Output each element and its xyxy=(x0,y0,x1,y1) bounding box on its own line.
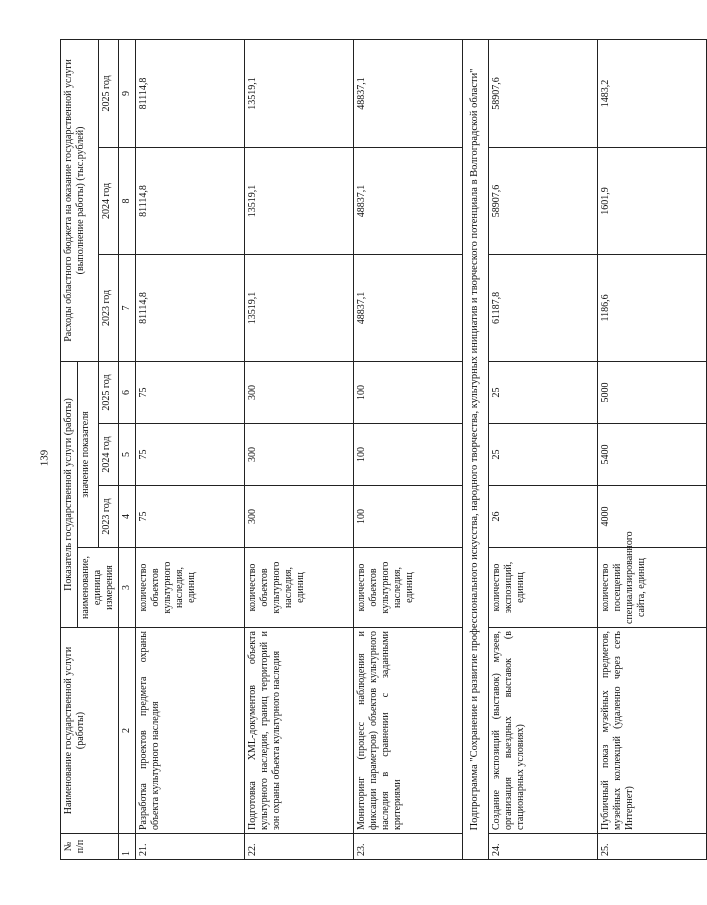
value-2024: 300 xyxy=(245,424,354,486)
expense-2023: 61187,8 xyxy=(488,254,597,361)
value-2024: 75 xyxy=(136,424,245,486)
row-num: 25. xyxy=(597,834,706,860)
value-2023: 100 xyxy=(354,486,463,548)
col-number-5: 5 xyxy=(119,424,136,486)
service-name: Разработка проектов предмета охраны объекта культурного наследия xyxy=(136,628,245,834)
service-name: Подготовка XML-документов объекта культурного наследия, границ территорий и зон охраны объекта культурного наследия xyxy=(245,628,354,834)
header-value-2023: 2023 год xyxy=(98,486,119,548)
indicator-unit: количество объектов культурного наследия, единиц xyxy=(354,548,463,628)
value-2023: 300 xyxy=(245,486,354,548)
header-num: № п/п xyxy=(61,834,119,860)
value-2024: 25 xyxy=(488,424,597,486)
expense-2023: 48837,1 xyxy=(354,254,463,361)
header-expense-group: Расходы областного бюджета на оказание государственной услуги (выполнение работы) (тыс.рублей) xyxy=(61,39,99,361)
expense-2025: 1483,2 xyxy=(597,39,706,147)
expense-2024: 48837,1 xyxy=(354,147,463,254)
value-2024: 5400 xyxy=(597,424,706,486)
row-num: 24. xyxy=(488,834,597,860)
col-number-8: 8 xyxy=(119,147,136,254)
indicator-unit: количество посещений специализированного сайта, единиц xyxy=(597,548,706,628)
page-number: 139 xyxy=(38,449,51,467)
table-row xyxy=(597,39,706,859)
col-number-3: 3 xyxy=(119,548,136,628)
subprogram-row xyxy=(463,39,489,859)
service-name: Создание экспозиций (выставок) музеев, организация выездных выставок (в стационарных условиях) xyxy=(488,628,597,834)
header-expense-2023: 2023 год xyxy=(98,254,119,361)
value-2025: 25 xyxy=(488,361,597,423)
rotated-table-wrapper xyxy=(60,40,647,860)
expense-2023: 81114,8 xyxy=(136,254,245,361)
expense-2024: 58907,6 xyxy=(488,147,597,254)
table-row xyxy=(354,39,463,859)
row-num: 22. xyxy=(245,834,354,860)
header-indicator-group: Показатель государственной услуги (работы) xyxy=(61,361,78,627)
table-row xyxy=(488,39,597,859)
col-number-2: 2 xyxy=(119,628,136,834)
expense-2024: 81114,8 xyxy=(136,147,245,254)
table-row xyxy=(136,39,245,859)
service-name: Мониторинг (процесс наблюдения и фиксации параметров) объектов культурного наследия в сравнении с заданными критериями xyxy=(354,628,463,834)
indicator-unit: количество объектов культурного наследия, единиц xyxy=(136,548,245,628)
row-num: 23. xyxy=(354,834,463,860)
col-number-4: 4 xyxy=(119,486,136,548)
row-num: 21. xyxy=(136,834,245,860)
expense-2025: 58907,6 xyxy=(488,39,597,147)
value-2024: 100 xyxy=(354,424,463,486)
header-expense-2025: 2025 год xyxy=(98,39,119,147)
col-number-9: 9 xyxy=(119,39,136,147)
value-2025: 300 xyxy=(245,361,354,423)
value-2023: 26 xyxy=(488,486,597,548)
services-table xyxy=(60,39,707,860)
table-row xyxy=(245,39,354,859)
col-number-1: 1 xyxy=(119,834,136,860)
expense-2023: 13519,1 xyxy=(245,254,354,361)
indicator-unit: количество экспозиций, единиц xyxy=(488,548,597,628)
header-expense-2024: 2024 год xyxy=(98,147,119,254)
header-indicator-name: наименование, единица измерения xyxy=(78,548,119,628)
value-2025: 75 xyxy=(136,361,245,423)
value-2025: 5000 xyxy=(597,361,706,423)
expense-2025: 48837,1 xyxy=(354,39,463,147)
expense-2025: 13519,1 xyxy=(245,39,354,147)
header-value-2025: 2025 год xyxy=(98,361,119,423)
col-number-7: 7 xyxy=(119,254,136,361)
value-2023: 4000 xyxy=(597,486,706,548)
expense-2023: 1186,6 xyxy=(597,254,706,361)
header-indicator-value: значение показателя xyxy=(78,361,99,547)
value-2025: 100 xyxy=(354,361,463,423)
value-2023: 75 xyxy=(136,486,245,548)
header-name: Наименование государственной услуги (работы) xyxy=(61,628,119,834)
expense-2025: 81114,8 xyxy=(136,39,245,147)
subprogram-title: Подпрограмма "Сохранение и развитие профессионального искусства, народного творчества, культурных инициатив и творческого потенциала в Волгоградской области" xyxy=(463,39,489,859)
expense-2024: 1601,9 xyxy=(597,147,706,254)
column-number-row xyxy=(119,39,136,859)
service-name: Публичный показ музейных предметов, музейных коллекций (удаленно через сеть Интернет) xyxy=(597,628,706,834)
indicator-unit: количество объектов культурного наследия, единиц xyxy=(245,548,354,628)
expense-2024: 13519,1 xyxy=(245,147,354,254)
header-value-2024: 2024 год xyxy=(98,424,119,486)
header-row-1 xyxy=(61,39,78,859)
col-number-6: 6 xyxy=(119,361,136,423)
